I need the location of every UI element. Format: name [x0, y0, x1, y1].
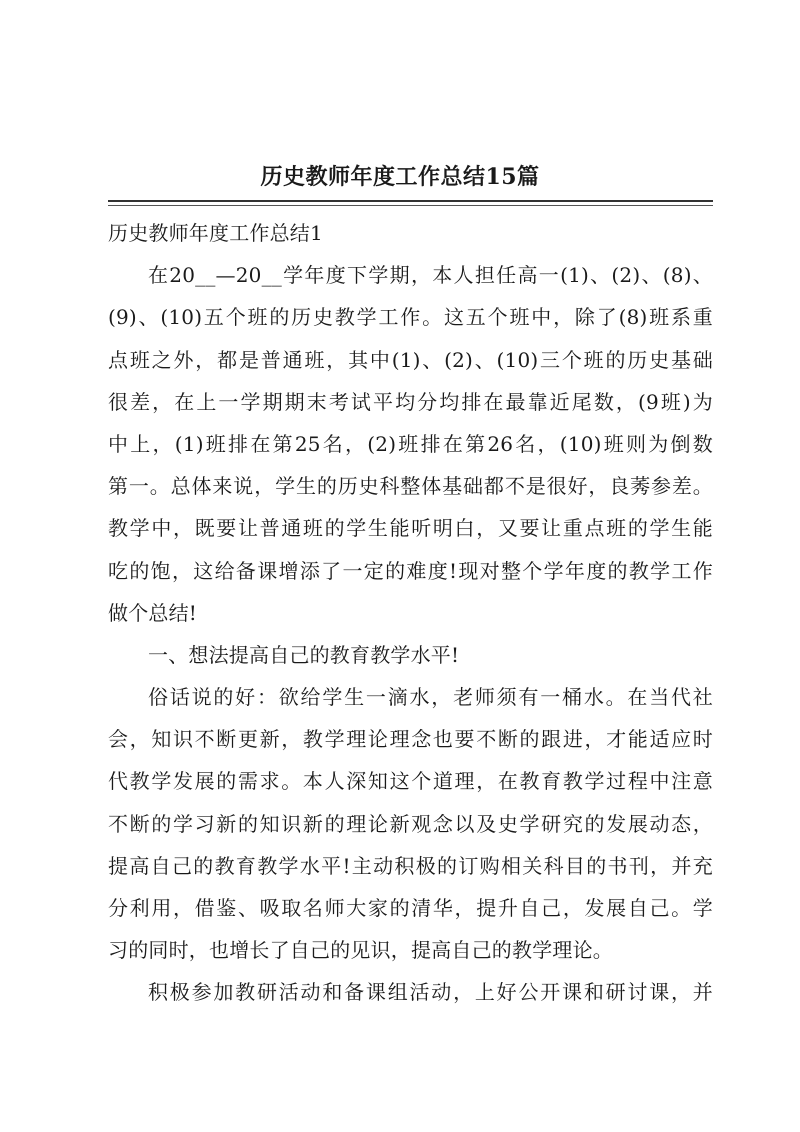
- text-line: 积极参加教研活动和备课组活动，上好公开课和研讨课，并: [148, 980, 713, 1005]
- text-line: 分利用，借鉴、吸取名师大家的清华，提升自己，发展自己。学: [108, 896, 713, 920]
- text-line: 俗话说的好：欲给学生一滴水，老师须有一桶水。在当代社: [148, 685, 713, 710]
- text-line: 做个总结!: [108, 600, 198, 625]
- text-line: 代教学发展的需求。本人深知这个道理，在教育教学过程中注意: [108, 769, 713, 794]
- title-rule-thick: [108, 200, 713, 202]
- text-line: 第一。总体来说，学生的历史科整体基础都不是很好，良莠参差。: [108, 474, 713, 499]
- document-title: 历史教师年度工作总结15篇: [260, 164, 540, 190]
- text-line: 一、想法提高自己的教育教学水平!: [148, 642, 460, 667]
- text-line: 点班之外，都是普通班，其中(1)、(2)、(10)三个班的历史基础: [108, 347, 713, 372]
- text-line: 很差，在上一学期期末考试平均分均排在最靠近尾数，(9班)为: [108, 389, 713, 414]
- text-line: 不断的学习新的知识新的理论新观念以及史学研究的发展动态，: [108, 811, 713, 836]
- text-line: (9)、(10)五个班的历史教学工作。这五个班中，除了(8)班系重: [108, 305, 713, 330]
- text-line: 历史教师年度工作总结1: [108, 221, 323, 245]
- text-line: 习的同时，也增长了自己的见识，提高自己的教学理论。: [108, 938, 613, 963]
- text-line: 会，知识不断更新，教学理论理念也要不断的跟进，才能适应时: [108, 727, 713, 752]
- text-line: 吃的饱，这给备课增添了一定的难度!现对整个学年度的教学工作: [108, 558, 713, 583]
- text-line: 中上，(1)班排在第25名，(2)班排在第26名，(10)班则为倒数: [108, 431, 713, 456]
- title-rule-thin: [108, 205, 713, 206]
- text-line: 提高自己的教育教学水平!主动积极的订购相关科目的书刊，并充: [108, 853, 713, 878]
- document-body: [108, 212, 713, 1014]
- text-line: 教学中，既要让普通班的学生能听明白，又要让重点班的学生能: [108, 516, 713, 541]
- text-line: 在20__—20__学年度下学期，本人担任高一(1)、(2)、(8)、: [148, 263, 713, 288]
